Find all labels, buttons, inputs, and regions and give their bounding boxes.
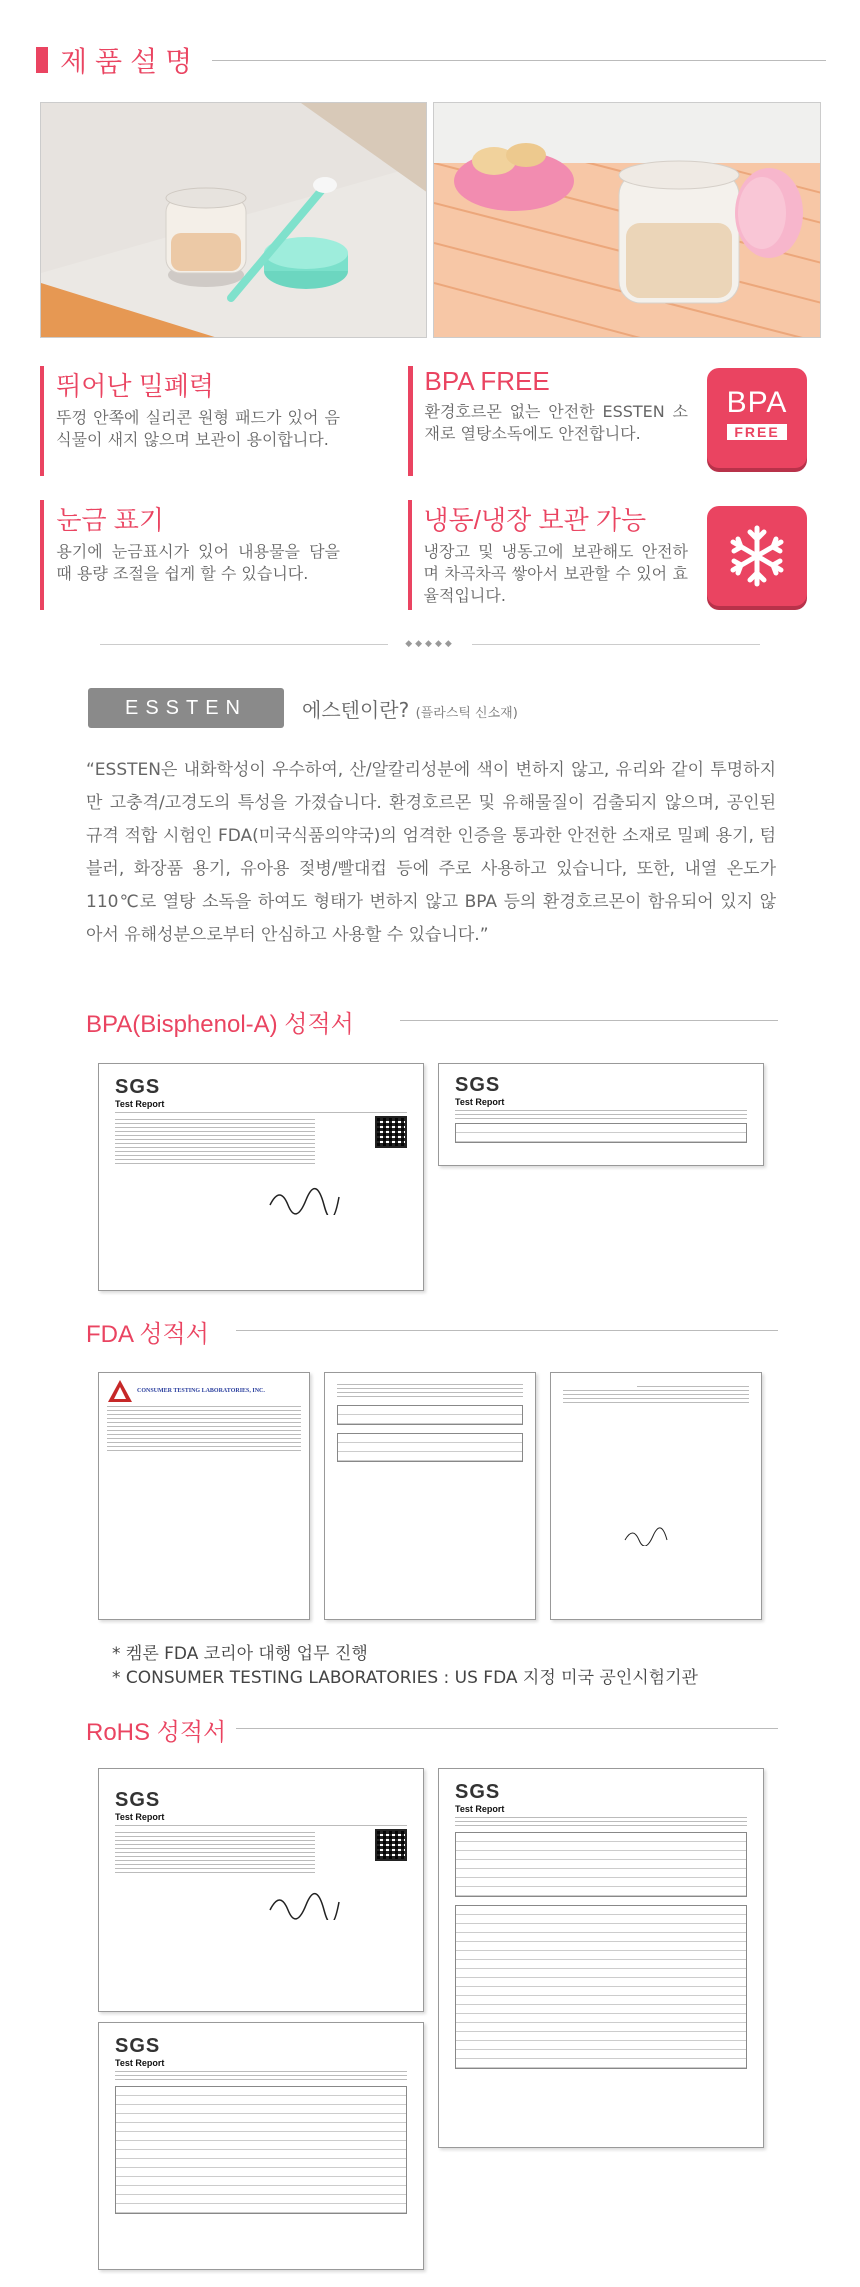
feature-title: 냉동/냉장 보관 가능 — [423, 505, 647, 535]
feature-title: 눈금 표기 — [56, 505, 165, 535]
doc-report-title: Test Report — [115, 2058, 165, 2068]
section-title: 제품설명 — [60, 45, 201, 78]
fda-cert-doc-page2 — [324, 1372, 536, 1620]
sgs-logo: SGS — [455, 1074, 501, 1096]
essten-paragraph: “ESSTEN은 내화학성이 우수하여, 산/알칼리성분에 색이 변하지 않고, 유리와 같이 투명하지만 고충격/고경도의 특성을 가졌습니다. 환경호르몬 및 유해물질이 검출되지 않으며, 공인된 규격 적합 시험인 FDA(미국식품의약국)의 엄격한 인증을 통과한 안전한 소재로 밀폐 용기, 텀블러, 화장품 용기, 유아용 젖병/빨대컵 등에 주로 사용하고 있습니다, 또한, 내열 온도가 110℃로 열탕 소독을 하여도 형태가 변하지 않고 BPA 등의 환경호르몬이 함유되어 있지 않아서 유해성분으로부터 안심하고 사용할 수 있습니다.” — [86, 760, 776, 945]
section-header — [36, 40, 826, 80]
feature-desc: 환경호르몬 없는 안전한 ESSTEN 소재로 열탕소독에도 안전합니다. — [424, 402, 688, 443]
product-photo-right-image — [434, 103, 821, 338]
essten-label: ESSTEN — [88, 688, 284, 728]
product-photo-left — [40, 102, 427, 338]
fda-note-1: * 켐론 FDA 코리아 대행 업무 진행 — [112, 1644, 368, 1664]
product-photo-left-image — [41, 103, 427, 338]
sgs-logo: SGS — [115, 1789, 161, 1811]
fda-cert-doc-page1 — [98, 1372, 310, 1620]
fda-cert-doc-page3 — [550, 1372, 762, 1620]
snowflake-icon — [707, 506, 807, 606]
feature-accent-bar — [40, 500, 44, 610]
section-divider — [212, 60, 826, 61]
bpa-cert-doc-page1 — [98, 1063, 424, 1291]
feature-desc: 용기에 눈금표시가 있어 내용물을 담을 때 용량 조절을 쉽게 할 수 있습니다. — [56, 542, 340, 583]
bpa-cert-doc-page2 — [438, 1063, 764, 1166]
feature-desc: 냉장고 및 냉동고에 보관해도 안전하며 차곡차곡 쌓아서 보관할 수 있어 효율적입니다. — [423, 542, 688, 605]
feature-title: BPA FREE — [424, 366, 550, 396]
diamond-divider: ◆◆◆◆◆ — [388, 636, 472, 652]
rohs-cert-doc-page2 — [438, 1768, 764, 2148]
fda-cert-title: FDA 성적서 — [86, 1321, 209, 1348]
feature-sealing — [40, 366, 340, 476]
sgs-logo: SGS — [115, 1076, 161, 1098]
feature-accent-bar — [40, 366, 44, 476]
feature-scale-marks — [40, 500, 340, 610]
feature-accent-bar — [408, 366, 413, 476]
essten-heading-sub: (플라스틱 신소재) — [415, 706, 518, 721]
feature-title: 뛰어난 밀폐력 — [56, 371, 215, 401]
product-photo-right — [433, 102, 821, 338]
signature-icon — [623, 1526, 683, 1546]
qr-code-icon — [375, 1116, 407, 1148]
bpa-cert-divider — [400, 1020, 778, 1021]
doc-report-title: Test Report — [115, 1099, 165, 1109]
bpa-cert-title: BPA(Bisphenol-A) 성적서 — [86, 1011, 354, 1038]
section-accent-bar — [36, 47, 48, 73]
sgs-logo: SGS — [115, 2035, 161, 2057]
snowflake-badge — [707, 506, 807, 606]
bpa-badge-bottom: FREE — [727, 424, 787, 440]
ctl-logo-text: CONSUMER TESTING LABORATORIES, INC. — [137, 1388, 265, 1394]
rohs-cert-title: RoHS 성적서 — [86, 1719, 227, 1746]
signature-icon — [265, 1890, 345, 1920]
rohs-cert-doc-page1 — [98, 1768, 424, 2012]
feature-desc: 뚜껑 안쪽에 실리콘 원형 패드가 있어 음식물이 새지 않으며 보관이 용이합니다. — [56, 408, 340, 449]
fda-cert-divider — [236, 1330, 778, 1331]
bpa-badge-top: BPA — [726, 386, 788, 419]
fda-notes — [112, 1642, 698, 1690]
doc-report-title: Test Report — [455, 1097, 505, 1107]
ctl-logo-icon — [107, 1379, 133, 1403]
essten-heading — [302, 694, 518, 723]
sgs-logo: SGS — [455, 1781, 501, 1803]
signature-icon — [265, 1185, 345, 1215]
doc-report-title: Test Report — [115, 1812, 165, 1822]
rohs-cert-divider — [236, 1728, 778, 1729]
fda-note-2: * CONSUMER TESTING LABORATORIES : US FDA 지정 미국 공인시험기관 — [112, 1668, 698, 1688]
feature-accent-bar — [408, 500, 412, 610]
essten-heading-main: 에스텐이란? — [302, 698, 410, 722]
qr-code-icon — [375, 1829, 407, 1861]
rohs-cert-doc-page3 — [98, 2022, 424, 2270]
bpa-free-badge — [707, 368, 807, 468]
feature-bpa-free — [408, 366, 688, 476]
doc-report-title: Test Report — [455, 1804, 505, 1814]
feature-freeze-storage — [408, 500, 688, 610]
